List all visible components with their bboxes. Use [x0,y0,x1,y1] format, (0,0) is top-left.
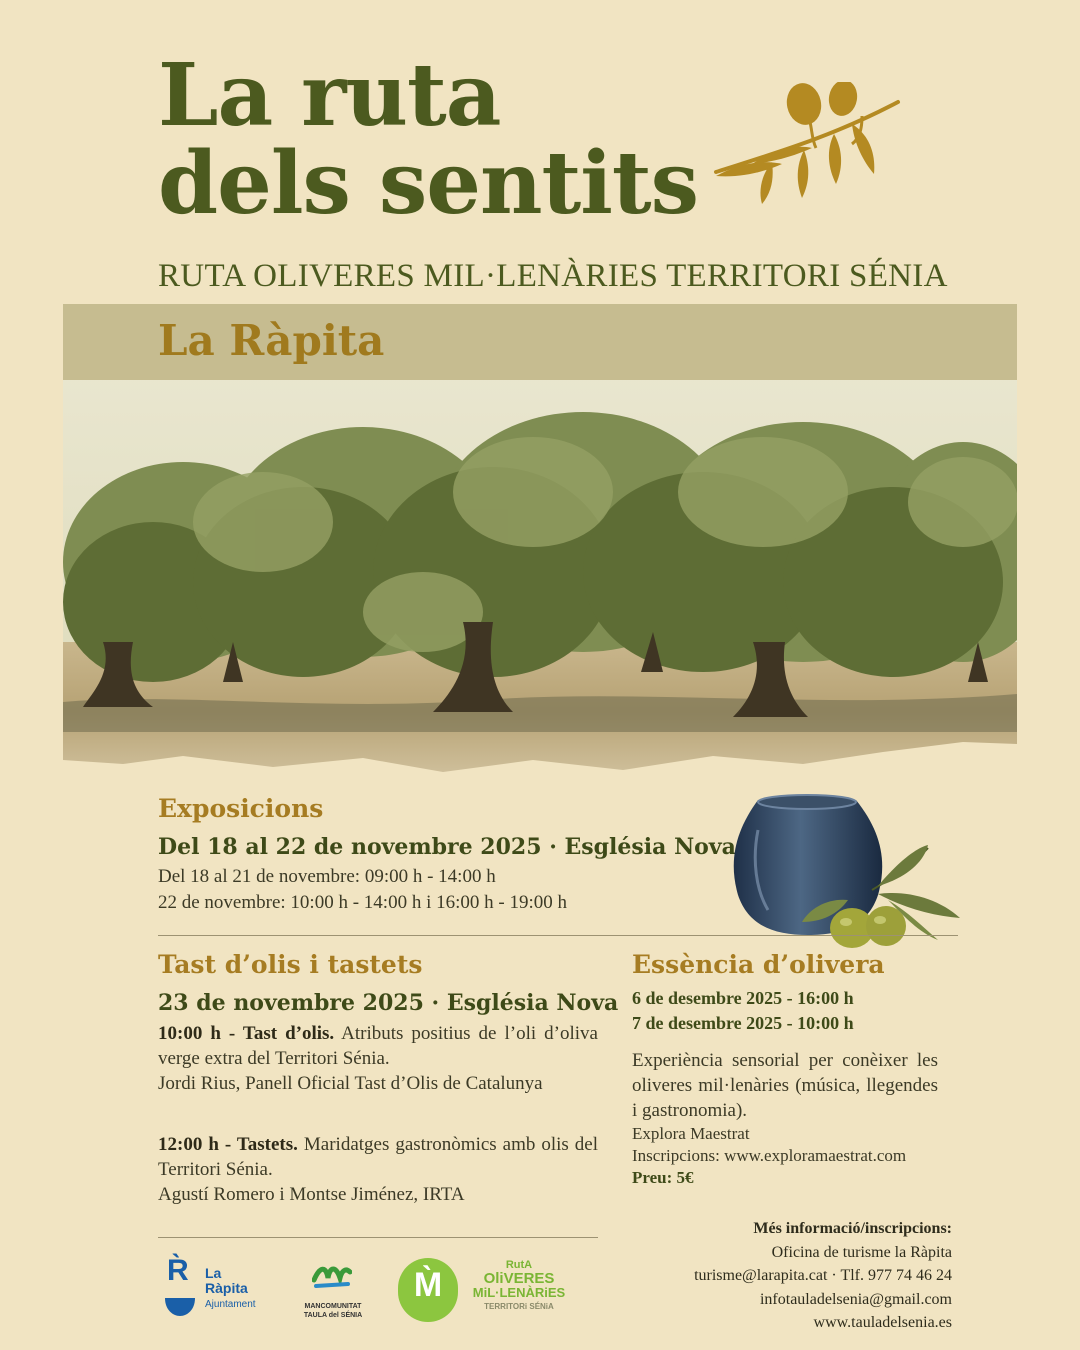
title-line-2: dels sentits [158,133,699,234]
poster-title [158,45,699,234]
tast-item-1-people: Jordi Rius, Panell Oficial Tast d’Olis de Catalunya [158,1073,543,1094]
more-info-title: Més informació/inscripcions: [753,1220,952,1237]
essencia-organizer: Explora Maestrat [632,1124,750,1143]
olive-grove-photo [63,372,1017,782]
subtitle: RUTA OLIVERES MIL·LENÀRIES TERRITORI SÉNIA [158,258,948,294]
exposicions-event: Del 18 al 22 de novembre 2025 · Església Nova [158,834,736,860]
exposicions-schedule-1: Del 18 al 21 de novembre: 09:00 h - 14:00 h [158,866,496,887]
essencia-registrations: Inscripcions: www.exploramaestrat.com [632,1146,907,1165]
tast-item-2-time: 12:00 h - Tastets. [158,1134,298,1155]
la-rapita-logo-line-1: La [205,1265,222,1281]
tast-item-1-time: 10:00 h - Tast d’olis. [158,1023,335,1044]
tast-item-2-text: Maridatges gastronòmics amb olis del Territori Sénia. [158,1134,599,1180]
ruta-oliveres-logo-line-2: OliVERES [483,1270,555,1287]
ruta-oliveres-logo-line-3: MiL·LENÀRiES [472,1285,566,1300]
more-info-website-link[interactable]: www.tauladelsenia.es [813,1314,952,1331]
essencia-title: Essència d’olivera [632,950,885,979]
ruta-oliveres-logo-badge [398,1258,458,1322]
la-rapita-logo-line-3: Ajuntament [205,1299,256,1310]
essencia-date-1: 6 de desembre 2025 - 16:00 h [632,988,854,1008]
exposicions-schedule-2: 22 de novembre: 10:00 h - 14:00 h i 16:00 h - 19:00 h [158,892,567,913]
more-info-email-link[interactable]: infotauladelsenia@gmail.com [759,1290,952,1308]
more-info [694,1217,952,1335]
tast-item-2 [158,1132,598,1182]
tast-item-1-text: Atributs positius de l’oli d’oliva verge extra del Territori Sénia. [158,1023,598,1069]
la-rapita-logo [163,1254,273,1322]
tast-item-2-people: Agustí Romero i Montse Jiménez, IRTA [158,1184,465,1205]
ruta-oliveres-logo-mark: M̀ [413,1266,443,1304]
divider-2 [158,1237,598,1238]
tasting-glass-icon [728,790,963,955]
essencia-date-2: 7 de desembre 2025 - 10:00 h [632,1013,854,1033]
tast-event: 23 de novembre 2025 · Església Nova [158,990,619,1016]
exposicions-title: Exposicions [158,794,324,823]
olive-branch-icon [712,82,902,212]
mancomunitat-logo [298,1262,368,1322]
mancomunitat-logo-line-2: TAULA del SÉNIA [303,1312,363,1319]
bowl-icon [163,1292,197,1318]
tast-title: Tast d’olis i tastets [158,950,423,979]
mancomunitat-logo-line-1: MANCOMUNITAT [304,1303,362,1310]
essencia-price: Preu: 5€ [632,1168,694,1187]
essencia-description: Experiència sensorial per conèixer les oliveres mil·lenàries (música, llegendes i gastronomia). [632,1050,938,1121]
la-rapita-logo-line-2: Ràpita [205,1280,248,1296]
la-rapita-logo-mark: R̀ [167,1254,189,1287]
mancomunitat-mark-icon [312,1262,352,1292]
tast-item-1 [158,1021,598,1071]
divider-1 [158,935,958,936]
title-line-1: La ruta [158,45,501,146]
place-band [63,304,1017,380]
ruta-oliveres-logo-line-4: TERRITORi SÉNiA [484,1302,554,1311]
ruta-oliveres-logo [396,1256,576,1326]
ruta-oliveres-logo-line-1: RutA [505,1259,533,1271]
more-info-office: Oficina de turisme la Ràpita [771,1243,952,1261]
place-name: La Ràpita [158,316,385,365]
more-info-contact-link[interactable]: turisme@larapita.cat · Tlf. 977 74 46 24 [694,1267,952,1284]
